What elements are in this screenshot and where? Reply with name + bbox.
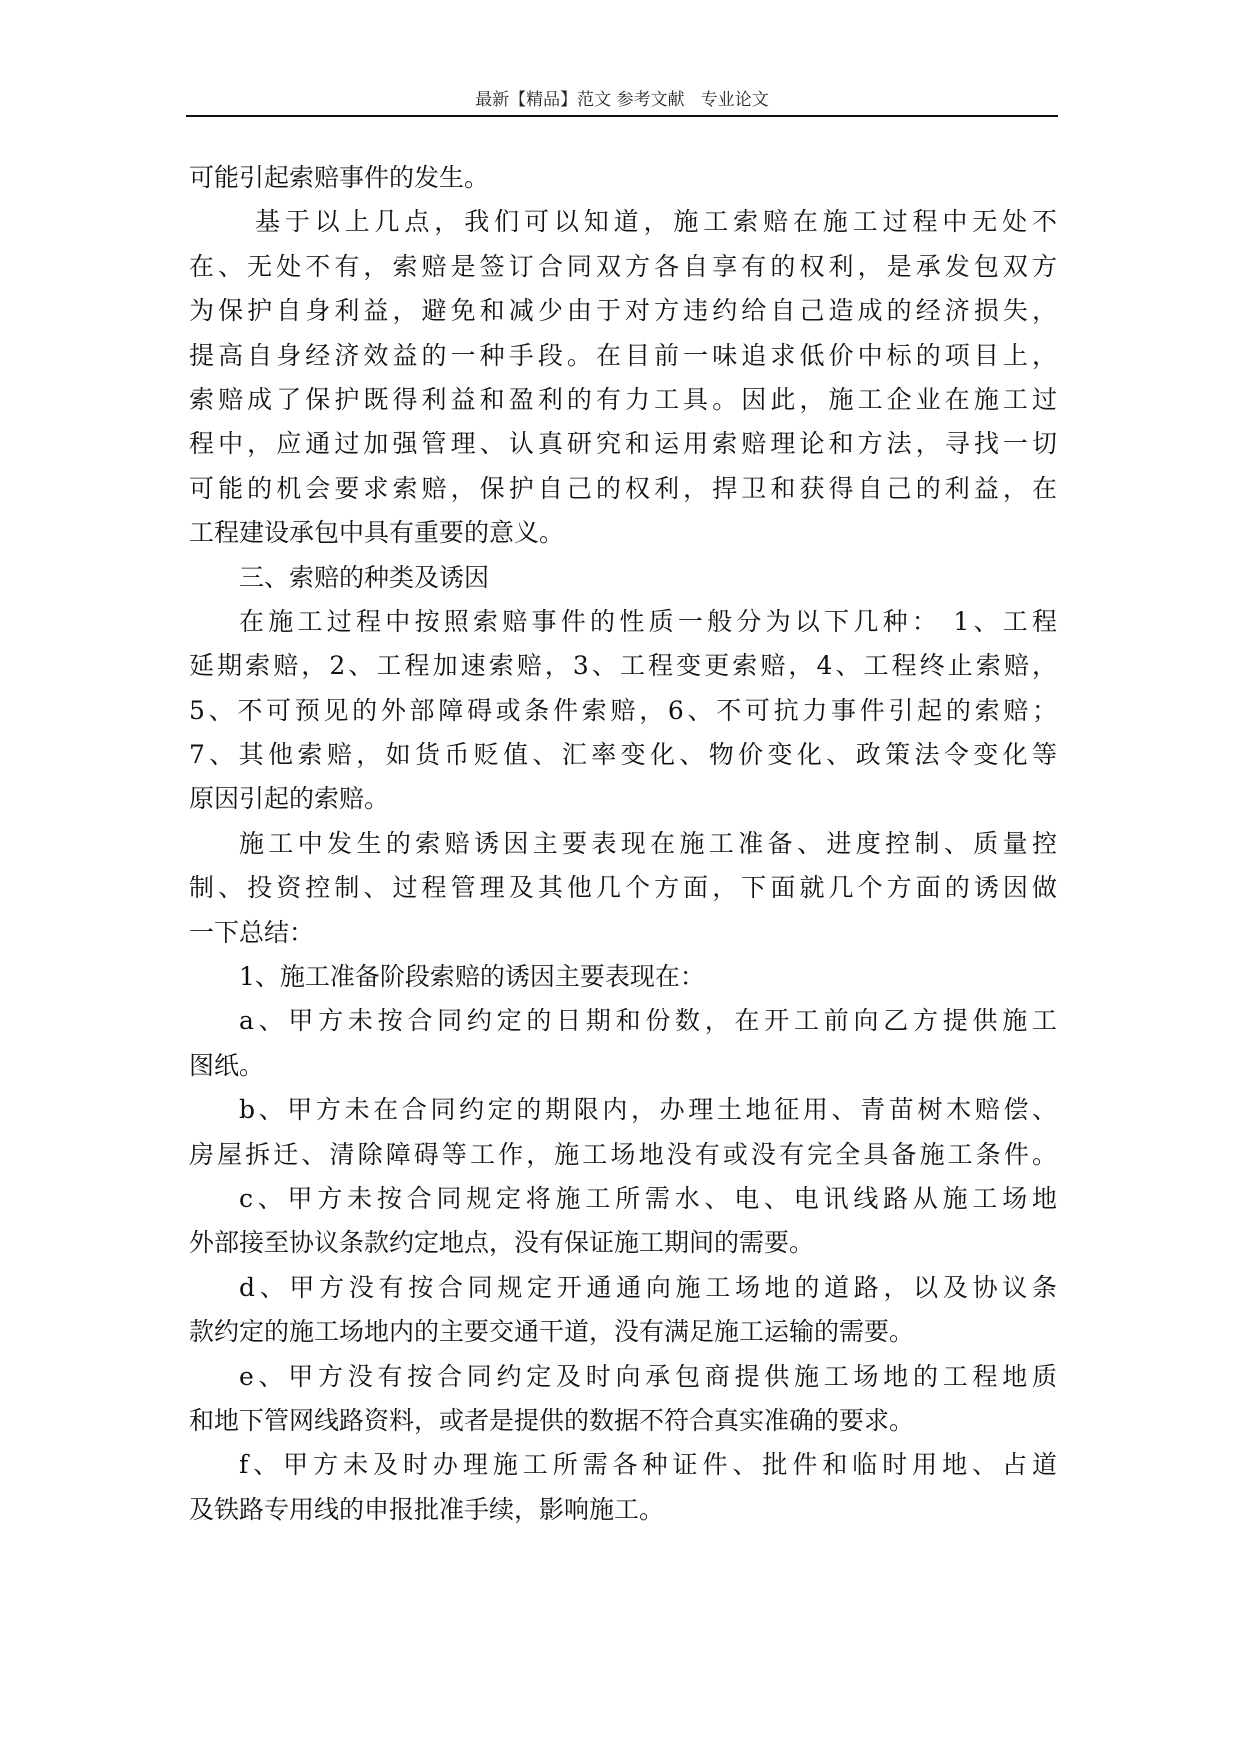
running-header: 最新【精品】范文 参考文献 专业论文: [475, 90, 769, 110]
text-line: 在、无处不有，索赔是签订合同双方各自享有的权利，是承发包双方: [189, 251, 1057, 281]
text-line: 程中，应通过加强管理、认真研究和运用索赔理论和方法，寻找一切: [189, 429, 1057, 459]
text-line: 原因引起的索赔。: [189, 784, 390, 814]
text-line: 可能的机会要求索赔，保护自己的权利，捍卫和获得自己的利益，在: [189, 473, 1057, 503]
text-line: 7、其他索赔，如货币贬值、汇率变化、物价变化、政策法令变化等: [189, 740, 1057, 770]
text-line: 工程建设承包中具有重要的意义。: [189, 518, 565, 548]
text-line: 一下总结：: [189, 917, 315, 947]
text-line: 基于以上几点，我们可以知道，施工索赔在施工过程中无处不: [255, 207, 1057, 237]
text-line: d、甲方没有按合同规定开通通向施工场地的道路，以及协议条: [239, 1272, 1057, 1302]
text-line: b、甲方未在合同约定的期限内，办理土地征用、青苗树木赔偿、: [239, 1095, 1057, 1125]
text-line: 延期索赔，2、工程加速索赔，3、工程变更索赔，4、工程终止索赔，: [189, 651, 1057, 681]
text-line: 及铁路专用线的申报批准手续，影响施工。: [189, 1494, 665, 1524]
text-line: 5、不可预见的外部障碍或条件索赔，6、不可抗力事件引起的索赔；: [189, 695, 1057, 725]
body-text: [189, 156, 1057, 1532]
text-line: a、甲方未按合同约定的日期和份数，在开工前向乙方提供施工: [239, 1006, 1057, 1036]
text-line: 图纸。: [189, 1050, 265, 1080]
text-line: 款约定的施工场地内的主要交通干道，没有满足施工运输的需要。: [189, 1317, 915, 1347]
text-line: 为保护自身利益，避免和减少由于对方违约给自己造成的经济损失，: [189, 296, 1057, 326]
text-line: 制、投资控制、过程管理及其他几个方面，下面就几个方面的诱因做: [189, 873, 1057, 903]
header-rule: [186, 115, 1058, 117]
text-line: 可能引起索赔事件的发生。: [189, 163, 490, 192]
text-line: 房屋拆迁、清除障碍等工作，施工场地没有或没有完全具备施工条件。: [189, 1139, 1057, 1169]
text-line: 1、施工准备阶段索赔的诱因主要表现在：: [239, 962, 705, 992]
text-line: 施工中发生的索赔诱因主要表现在施工准备、进度控制、质量控: [239, 828, 1057, 858]
text-line: 外部接至协议条款约定地点，没有保证施工期间的需要。: [189, 1228, 815, 1258]
text-line: c、甲方未按合同规定将施工所需水、电、电讯线路从施工场地: [239, 1183, 1057, 1213]
text-line: 和地下管网线路资料，或者是提供的数据不符合真实准确的要求。: [189, 1405, 915, 1435]
text-line: 在施工过程中按照索赔事件的性质一般分为以下几种： 1、工程: [239, 606, 1057, 636]
text-line: 索赔成了保护既得利益和盈利的有力工具。因此，施工企业在施工过: [189, 384, 1057, 414]
text-line: 三、索赔的种类及诱因: [239, 562, 490, 592]
text-line: 提高自身经济效益的一种手段。在目前一味追求低价中标的项目上，: [189, 340, 1057, 370]
text-line: e、甲方没有按合同约定及时向承包商提供施工场地的工程地质: [239, 1361, 1057, 1391]
text-line: f、甲方未及时办理施工所需各种证件、批件和临时用地、占道: [239, 1450, 1057, 1480]
